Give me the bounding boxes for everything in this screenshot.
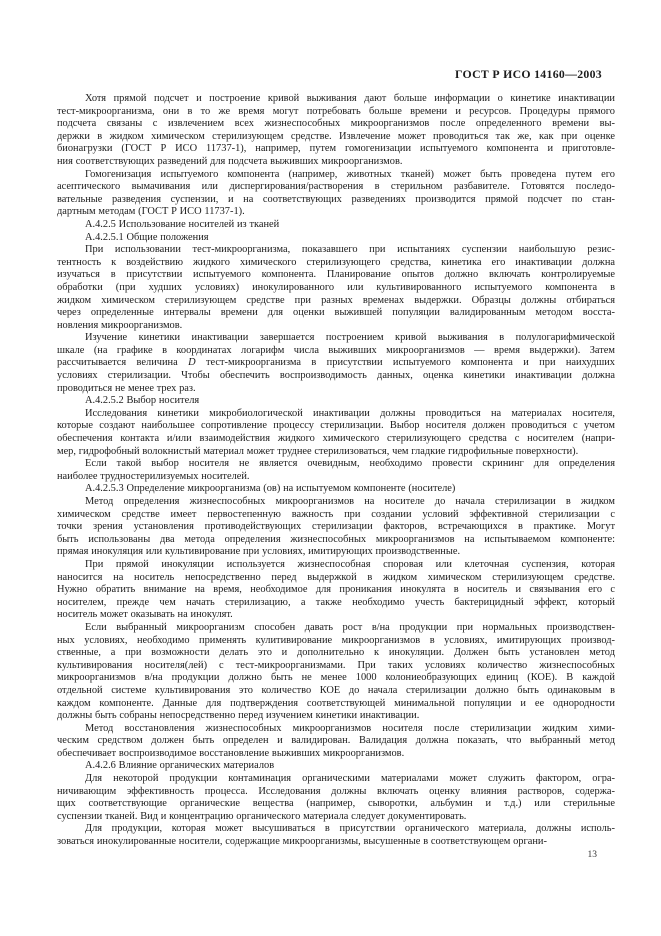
document-body bbox=[57, 93, 615, 849]
paragraph-line: каждом компоненте. Данные для подтверждения соответствующей минимальной популяции и ее однородности bbox=[57, 697, 615, 709]
paragraph-line: Гомогенизация испытуемого компонента (например, животных тканей) может быть проведена путем его bbox=[85, 168, 615, 180]
paragraph-line: ческим средством должен быть определен и валидирован. Валидация должна показать, что выбранный метод bbox=[57, 735, 615, 747]
paragraph-line: носителем, прежде чем начать стерилизацию, а также необходимо учесть бактерицидный эффект, который bbox=[57, 596, 615, 608]
paragraph-line: тентность к воздействию жидкого химического стерилизующего средства, кинетика его инактивации должна bbox=[57, 256, 615, 268]
paragraph-line: Для продукции, которая может высушиваться в присутствии органического материала, должны исполь- bbox=[85, 823, 615, 835]
section-heading: А.4.2.5 Использование носителей из тканей bbox=[85, 218, 280, 230]
paragraph-line: микроорганизмов в/на продукции должно быть не менее 1000 колониеобразующих единиц (КОЕ). В каждой bbox=[57, 672, 615, 684]
paragraph-line: подсчета связаны с извлечением всех жизнеспособных микроорганизмов после определенного времени вы- bbox=[57, 118, 615, 130]
paragraph-line: асептического вымачивания или диспергирования/растворения в стерильном разбавителе. Готовятся последо- bbox=[57, 181, 615, 193]
paragraph-line: через определенные интервалы времени для оценки выжившей популяции валидированным методом восста- bbox=[57, 307, 615, 319]
paragraph-line: химическом средстве имеет первостепенную важность при создании условий эффективной стерилизации с bbox=[57, 508, 615, 520]
paragraph-line bbox=[57, 357, 615, 370]
paragraph-line: бионагрузки (ГОСТ Р ИСО 11737-1), например, путем гомогенизации испытуемого компонента и приготовле- bbox=[57, 143, 615, 155]
paragraph-line: Если выбранный микроорганизм способен давать рост в/на продукции при нормальных производствен- bbox=[85, 621, 615, 633]
section-heading: А.4.2.5.1 Общие положения bbox=[85, 231, 209, 243]
paragraph-line: обработки (при худших условиях) инокулированного или культивированного испытуемого компонента в bbox=[57, 281, 615, 293]
paragraph-line: При использовании тест-микроорганизма, показавшего при испытаниях суспензии наибольшую резис- bbox=[85, 244, 615, 256]
paragraph-line: Изучение кинетики инактивации завершается построением кривой выживания в полулогарифмической bbox=[85, 332, 615, 344]
paragraph-line: При прямой инокуляции используется жизнеспособная споровая или клеточная суспензия, которая bbox=[85, 558, 615, 570]
paragraph-line: обеспечения контакта и/или взаимодействия жидкого химического стерилизующего средства с носителем (напри- bbox=[57, 433, 615, 445]
paragraph-line: щих соответствующие органические вещества (например, сыворотки, альбумин и т.д.) или стерильные bbox=[57, 798, 615, 810]
section-heading: А.4.2.5.3 Определение микроорганизма (ов) на испытуемом компоненте (носителе) bbox=[85, 483, 456, 495]
section-heading: А.4.2.5.2 Выбор носителя bbox=[85, 395, 200, 407]
paragraph-line: держки в жидком химическом стерилизующем средстве. Извлечение может проводиться так же, как при оценке bbox=[57, 130, 615, 142]
paragraph-line: культивирования носителя(лей) с тест-микроорганизмами. При таких условиях количество жизнеспособных bbox=[57, 659, 615, 671]
paragraph-line: новления микроорганизмов. bbox=[57, 319, 183, 331]
paragraph-line: Нужно обратить внимание на время, необходимое для проникания инокулята в носитель и связывания его с bbox=[57, 584, 615, 596]
paragraph-line: условиях стерилизации. Чтобы обеспечить воспроизводимость данных, оценка кинетики инактивации должна bbox=[57, 370, 615, 382]
paragraph-line: ничивающим эффективность процесса. Исследования должны включать оценку влияния растворов, содержа- bbox=[57, 785, 615, 797]
paragraph-line: вательные разведения суспензии, и на соответствующих разведениях производится прямой подсчет по стан- bbox=[57, 193, 615, 205]
paragraph-line: носитель может оказывать на инокулят. bbox=[57, 609, 233, 621]
paragraph-line: обеспечивает воспроизводимое восстановление выживших микроорганизмов. bbox=[57, 747, 405, 759]
paragraph-line: Метод определения жизнеспособных микроорганизмов на носителе до начала стерилизации в жидком bbox=[85, 496, 615, 507]
paragraph-line: Для некоторой продукции контаминация органическими материалами может служить фактором, огра- bbox=[85, 773, 615, 785]
paragraph-line: суспензии тканей. Вид и концентрацию органического материала следует документировать. bbox=[57, 810, 467, 822]
paragraph-line: которые создают наибольшее сопротивление процессу стерилизации. Выбор носителя должен проводиться с учетом bbox=[57, 420, 615, 432]
paragraph-line: ния соответствующих разведений для подсчета выживших микроорганизмов. bbox=[57, 155, 403, 167]
paragraph-line: отдельной системе культивирования это количество КОЕ до начала стерилизации должно быть одинаковым в bbox=[57, 684, 615, 696]
paragraph-line: жидком химическом стерилизующем средстве при разных временах выдержки. Образцы должны отбираться bbox=[57, 294, 615, 306]
text-segment: тест-микроорганизма в присутствии испытуемого компонента и при наихудших bbox=[195, 357, 615, 369]
paragraph-line: шкале (на графике в координатах логарифм числа выживших микроорганизмов — время выдержки). Затем bbox=[57, 344, 615, 356]
paragraph-line: ственные, а при возможности делать это и дополнительно к инокуляции. Должен быть установлен метод bbox=[57, 647, 615, 659]
paragraph-line: Исследования кинетики микробиологической инактивации должны проводиться на материалах носителя, bbox=[85, 407, 615, 419]
running-header: ГОСТ Р ИСО 14160—2003 bbox=[454, 67, 602, 81]
paragraph-line: изучаться в присутствии испытуемого компонента. Планирование опытов должно включать контролируемые bbox=[57, 269, 615, 281]
paragraph-line: наносится на носитель непосредственно перед выдержкой в жидком химическом стерилизующем средстве. bbox=[57, 571, 615, 583]
text-segment: рассчитывается величина bbox=[57, 357, 189, 369]
paragraph-line: наиболее трудностерилизуемых носителей. bbox=[57, 470, 250, 482]
paragraph-line: тест-микроорганизма, они в то же время могут потребовать больше времени и ресурсов. Процедуры прямого bbox=[57, 105, 615, 117]
paragraph-line: прямая инокуляция или культивирование при условиях, имитирующих производственные. bbox=[57, 546, 461, 558]
paragraph-line: ных условиях, необходимо применять кулитивирование микроорганизмов в условиях, имитирующих производ- bbox=[57, 634, 615, 646]
section-heading: А.4.2.6 Влияние органических материалов bbox=[85, 760, 275, 772]
paragraph-line: проводиться не менее трех раз. bbox=[57, 382, 196, 394]
paragraph-line: быть использованы два метода определения жизнеспособных микроорганизмов на испытываемом компоненте: bbox=[57, 533, 615, 545]
paragraph-line: Если такой выбор носителя не является очевидным, необходимо провести скрининг для определения bbox=[85, 458, 615, 470]
paragraph-line: дартным методам (ГОСТ Р ИСО 11737-1). bbox=[57, 206, 245, 218]
paragraph-line: должны быть собраны непосредственно перед изучением кинетики инактивации. bbox=[57, 710, 420, 722]
paragraph-line: мер, гидрофобный волокнистый материал может труднее стерилизоваться, чем гладкие гидрофильные поверхности). bbox=[57, 445, 579, 457]
paragraph-line: зоваться инокулированные носители, содержащие микроорганизмы, высушенные в соответствующем органи- bbox=[57, 836, 547, 848]
italic-variable: D bbox=[188, 357, 196, 369]
paragraph-line: точки зрения установления противодействующих стерилизации факторов, встречающихся в практике. Могут bbox=[57, 521, 615, 533]
paragraph-line: Хотя прямой подсчет и построение кривой выживания дают больше информации о кинетике инактивации bbox=[85, 93, 615, 104]
paragraph-line: Метод восстановления жизнеспособных микроорганизмов носителя после стерилизации жидким хими- bbox=[85, 722, 615, 734]
page-number: 13 bbox=[587, 850, 597, 860]
